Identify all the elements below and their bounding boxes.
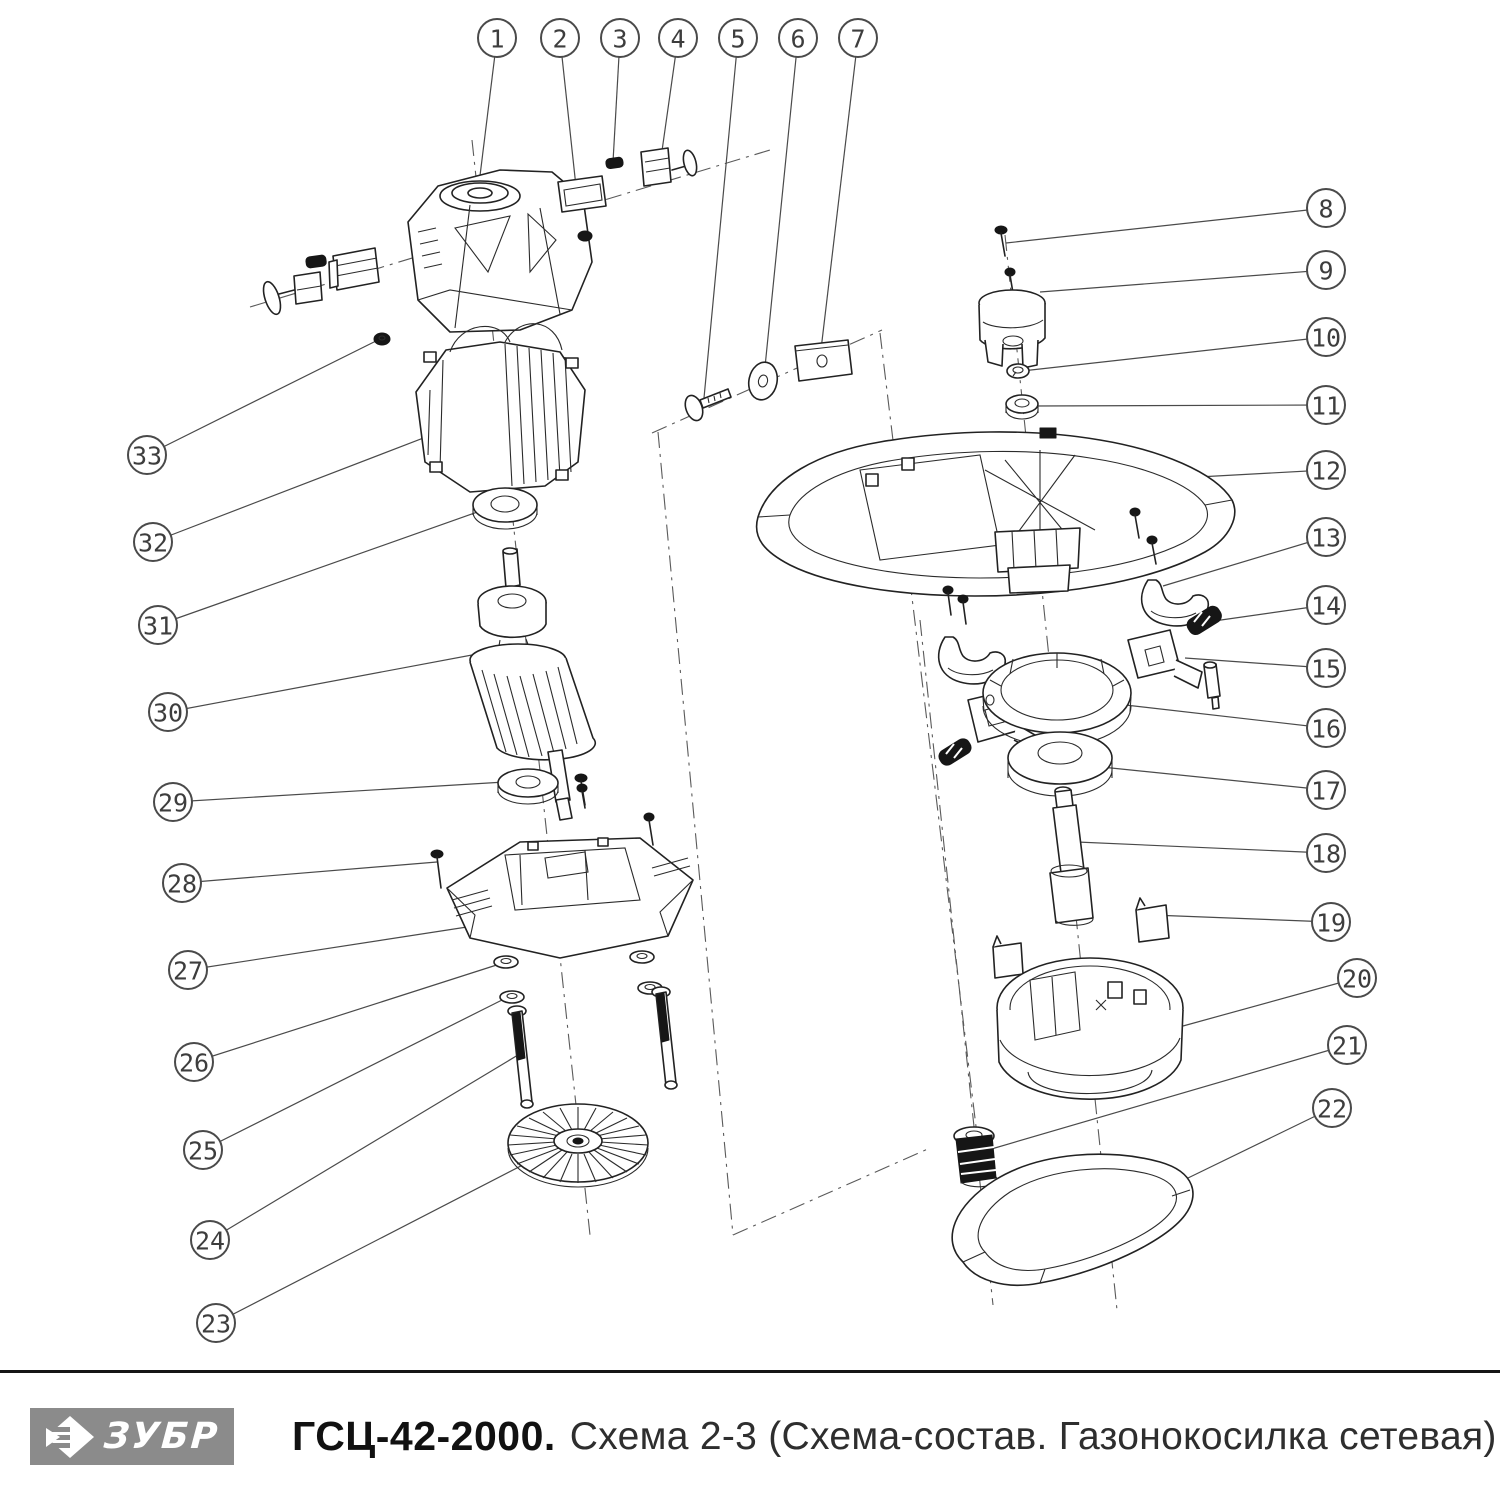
svg-text:29: 29 bbox=[157, 788, 189, 818]
svg-text:3: 3 bbox=[612, 24, 628, 54]
callout-3 bbox=[601, 19, 639, 57]
callout-28 bbox=[163, 864, 201, 902]
brand-name: ЗУБР bbox=[102, 1416, 222, 1457]
part-bearing-small bbox=[1006, 395, 1038, 419]
callout-19 bbox=[1312, 903, 1350, 941]
part-ring-small bbox=[1007, 364, 1029, 378]
part-fan bbox=[508, 1104, 648, 1187]
svg-text:11: 11 bbox=[1310, 391, 1342, 421]
callout-2 bbox=[541, 19, 579, 57]
callout-27 bbox=[169, 951, 207, 989]
part-brush-right bbox=[558, 148, 699, 212]
svg-text:31: 31 bbox=[142, 611, 174, 641]
model-number: ГСЦ-42-2000. bbox=[292, 1413, 556, 1459]
callout-26 bbox=[175, 1043, 213, 1081]
part-bearing-upper bbox=[473, 488, 537, 529]
part-lower-housing bbox=[447, 838, 693, 958]
callout-20 bbox=[1338, 959, 1376, 997]
callout-13 bbox=[1307, 518, 1345, 556]
callout-23 bbox=[197, 1304, 235, 1342]
part-washers bbox=[494, 951, 662, 1003]
part-knob bbox=[979, 268, 1045, 368]
part-bushing bbox=[954, 1127, 997, 1187]
svg-text:15: 15 bbox=[1310, 654, 1342, 684]
callout-22 bbox=[1313, 1089, 1351, 1127]
svg-text:7: 7 bbox=[850, 24, 866, 54]
svg-text:23: 23 bbox=[200, 1309, 232, 1339]
callout-12 bbox=[1307, 451, 1345, 489]
svg-text:19: 19 bbox=[1315, 908, 1347, 938]
svg-text:14: 14 bbox=[1310, 591, 1342, 621]
svg-text:21: 21 bbox=[1331, 1031, 1363, 1061]
callout-29 bbox=[154, 783, 192, 821]
assembly-deck bbox=[757, 226, 1235, 1285]
part-washer-6 bbox=[745, 360, 780, 403]
brand-logo bbox=[30, 1408, 234, 1465]
svg-text:12: 12 bbox=[1310, 456, 1342, 486]
callout-5 bbox=[719, 19, 757, 57]
callout-9 bbox=[1307, 251, 1345, 289]
part-drum bbox=[997, 958, 1183, 1099]
svg-text:5: 5 bbox=[730, 24, 746, 54]
svg-text:6: 6 bbox=[790, 24, 806, 54]
svg-text:17: 17 bbox=[1310, 776, 1342, 806]
callout-4 bbox=[659, 19, 697, 57]
leader-lines bbox=[147, 38, 1357, 1323]
callout-32 bbox=[134, 523, 172, 561]
part-bearing-lower bbox=[498, 769, 587, 805]
svg-text:27: 27 bbox=[172, 956, 204, 986]
zubr-arrow-icon bbox=[44, 1414, 96, 1460]
part-bearing-blade bbox=[1008, 732, 1112, 796]
part-stator bbox=[416, 324, 585, 492]
part-screw-5 bbox=[682, 389, 731, 423]
svg-text:30: 30 bbox=[152, 698, 184, 728]
svg-text:13: 13 bbox=[1310, 523, 1342, 553]
callout-7 bbox=[839, 19, 877, 57]
part-bolts-long bbox=[508, 987, 677, 1108]
callout-8 bbox=[1307, 189, 1345, 227]
svg-text:2: 2 bbox=[552, 24, 568, 54]
part-shaft bbox=[1050, 787, 1093, 925]
callout-11 bbox=[1307, 386, 1345, 424]
svg-text:4: 4 bbox=[670, 24, 686, 54]
svg-text:10: 10 bbox=[1310, 323, 1342, 353]
svg-text:8: 8 bbox=[1318, 194, 1334, 224]
svg-text:33: 33 bbox=[131, 441, 163, 471]
svg-text:25: 25 bbox=[187, 1136, 219, 1166]
callout-10 bbox=[1307, 318, 1345, 356]
callout-21 bbox=[1328, 1026, 1366, 1064]
svg-text:1: 1 bbox=[489, 24, 505, 54]
assembly-motor bbox=[260, 148, 852, 1187]
callout-18 bbox=[1307, 834, 1345, 872]
svg-text:26: 26 bbox=[178, 1048, 210, 1078]
svg-text:18: 18 bbox=[1310, 839, 1342, 869]
schema-label: Схема 2-3 (Схема-состав. Газонокосилка сетевая) bbox=[569, 1414, 1497, 1458]
callout-6 bbox=[779, 19, 817, 57]
part-nut bbox=[374, 333, 390, 345]
svg-text:20: 20 bbox=[1341, 964, 1373, 994]
svg-text:32: 32 bbox=[137, 528, 169, 558]
callout-31 bbox=[139, 606, 177, 644]
callout-30 bbox=[149, 693, 187, 731]
callout-15 bbox=[1307, 649, 1345, 687]
svg-text:9: 9 bbox=[1318, 256, 1334, 286]
callout-1 bbox=[478, 19, 516, 57]
callout-24 bbox=[191, 1221, 229, 1259]
callout-14 bbox=[1307, 586, 1345, 624]
part-plate-7 bbox=[795, 340, 852, 381]
callout-33 bbox=[128, 436, 166, 474]
part-brush-left bbox=[260, 248, 379, 316]
callout-16 bbox=[1307, 709, 1345, 747]
drawing-title bbox=[292, 1408, 1497, 1465]
svg-text:22: 22 bbox=[1316, 1094, 1348, 1124]
callout-17 bbox=[1307, 771, 1345, 809]
svg-text:24: 24 bbox=[194, 1226, 226, 1256]
svg-text:16: 16 bbox=[1310, 714, 1342, 744]
part-deck bbox=[757, 428, 1235, 596]
svg-text:28: 28 bbox=[166, 869, 198, 899]
callout-25 bbox=[184, 1131, 222, 1169]
footer-divider bbox=[0, 1370, 1500, 1373]
